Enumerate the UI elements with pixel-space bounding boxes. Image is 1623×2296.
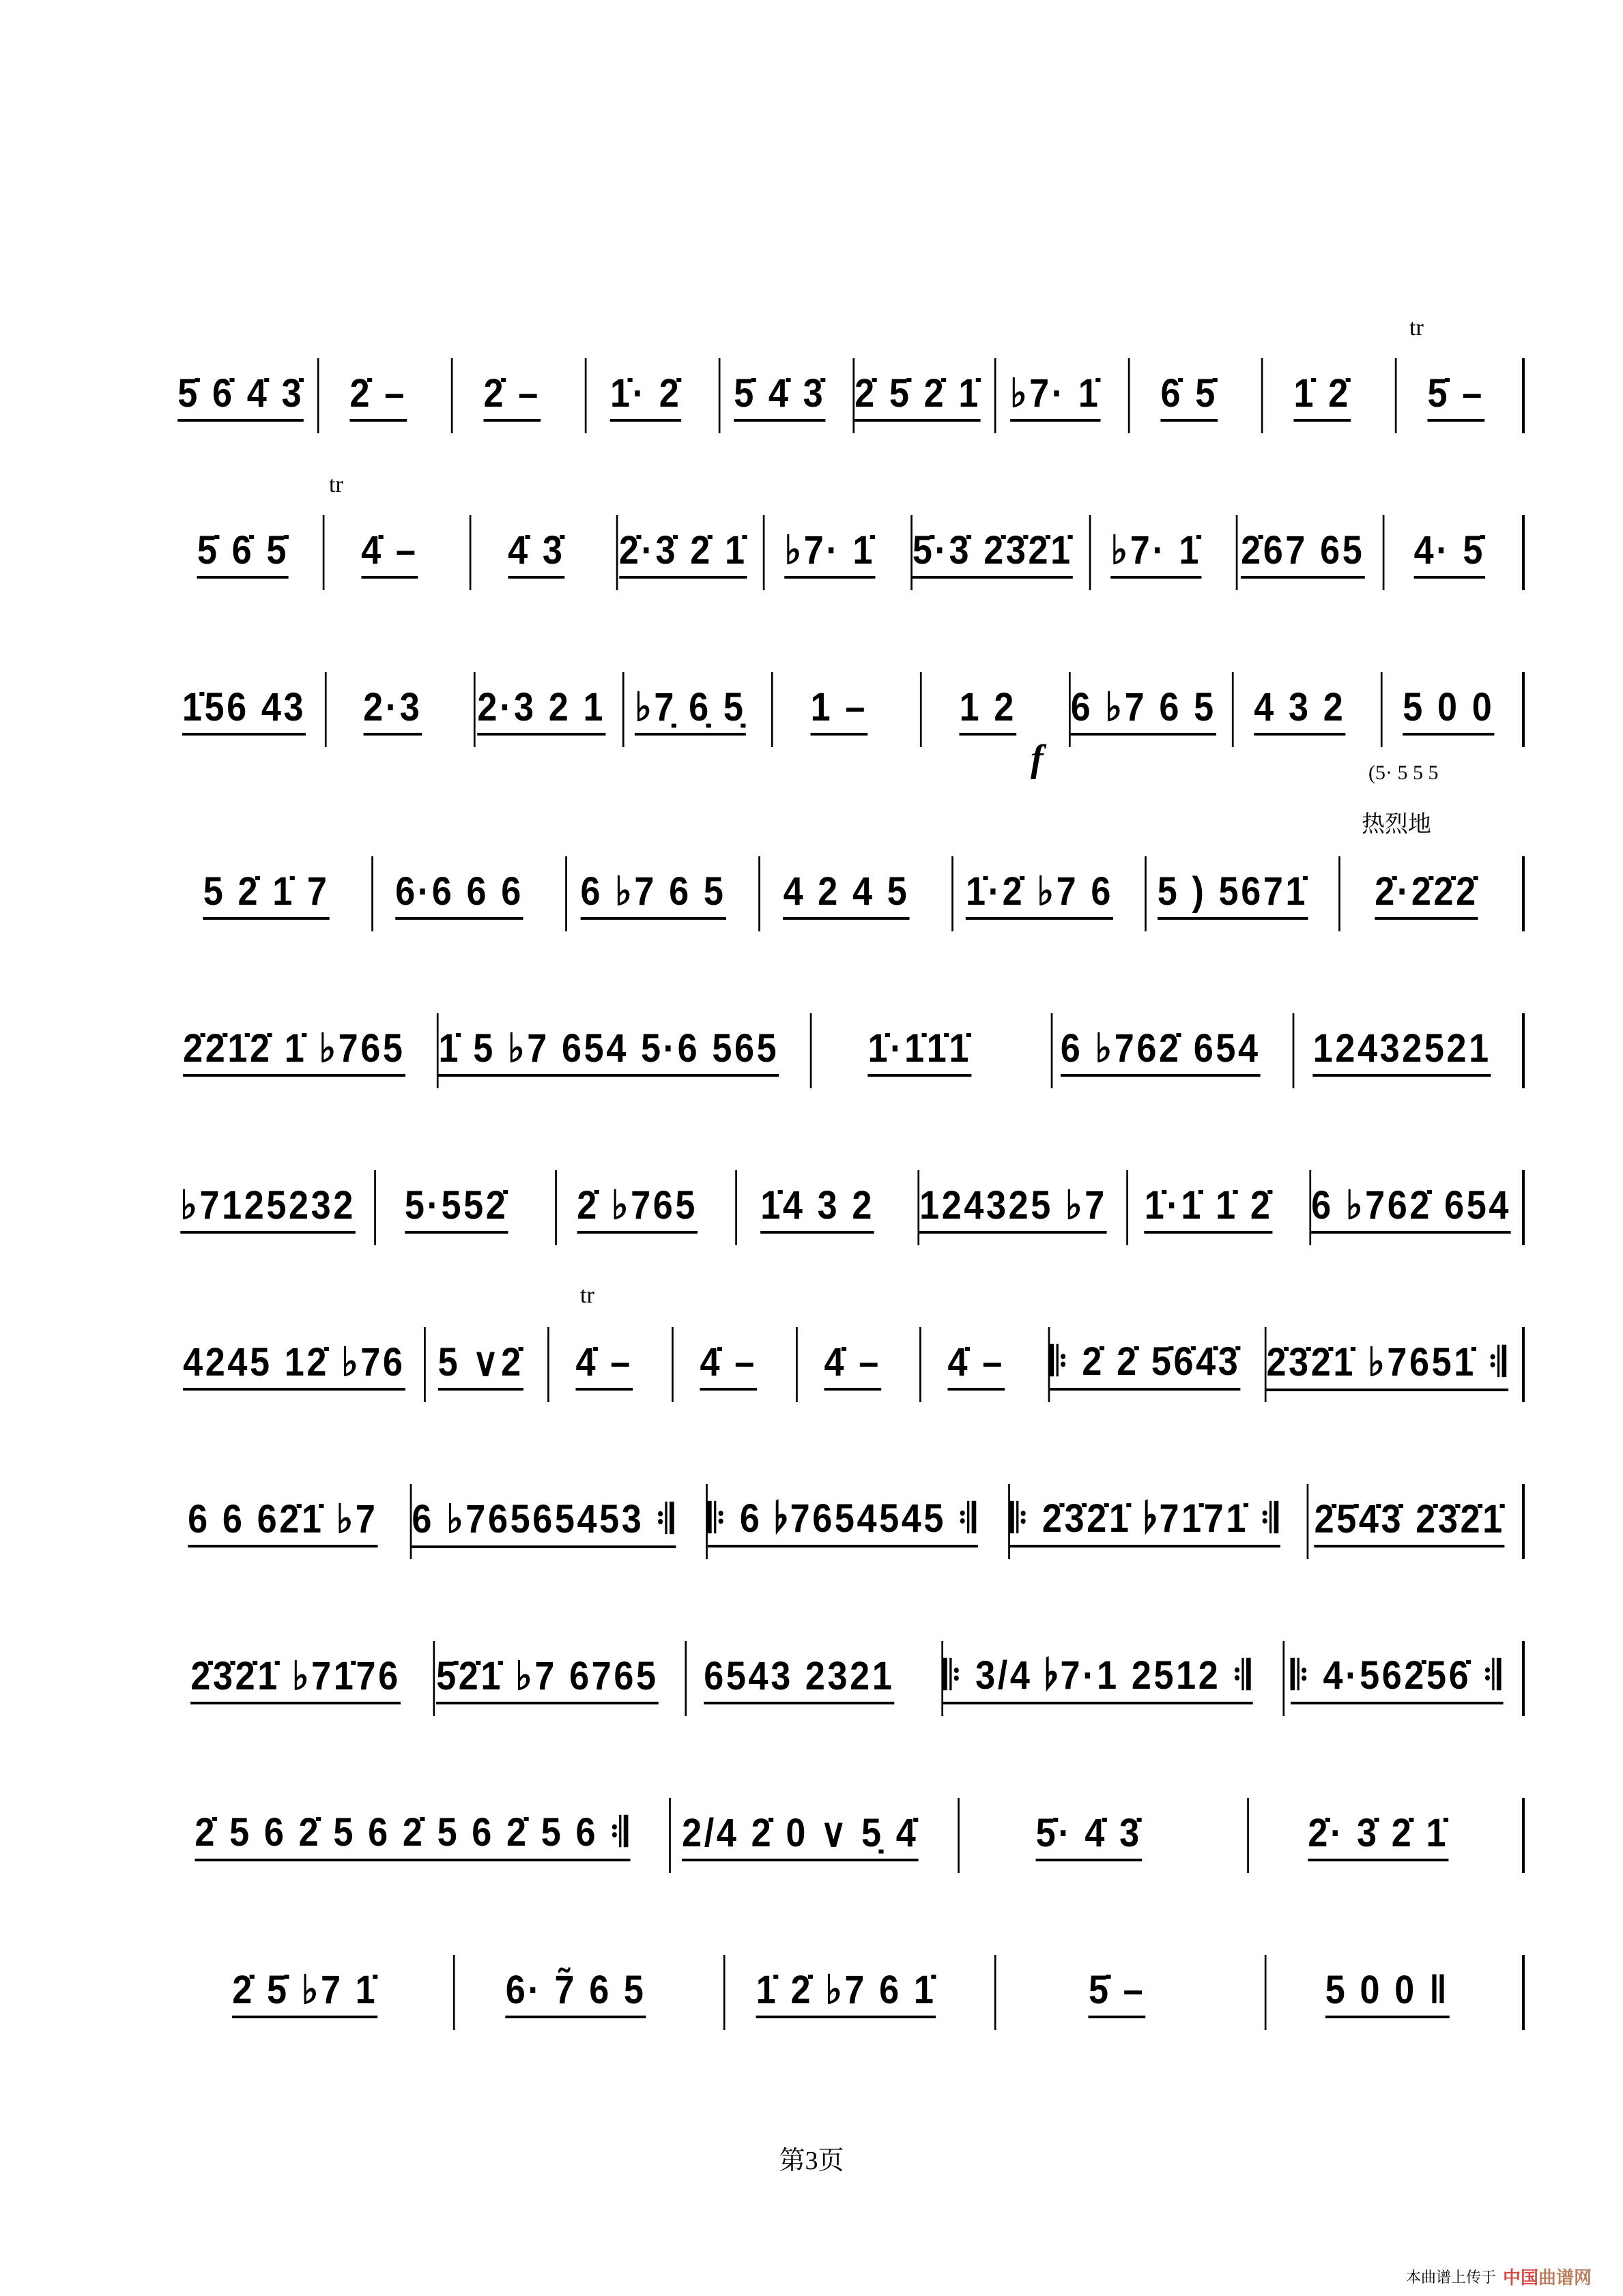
measure-notes: 4245 12̇ ♭76: [183, 1339, 405, 1391]
measure-notes: ♭7· 1̇: [1010, 370, 1101, 422]
staff-line: [171, 1170, 1525, 1245]
measure: [919, 1327, 1031, 1402]
measure: [325, 672, 459, 747]
measure-notes: 4 3 2: [1254, 684, 1345, 736]
measure: [1069, 672, 1216, 747]
measure-notes: 2/4 2̇ 0 ∨ 5̣ 4̇: [682, 1810, 918, 1861]
measure: [317, 358, 437, 433]
measure: [919, 672, 1053, 747]
measure-notes: 2̇5̇4̇3̇ 2̇3̇2̇1̇: [1315, 1496, 1505, 1547]
measure-notes: 4̇ –: [361, 527, 418, 579]
measure: [474, 672, 607, 747]
measure-notes: 6 ♭7 6 5: [1071, 684, 1216, 736]
measure: [672, 1327, 784, 1402]
measure-notes: 6̇ 5̇: [1160, 370, 1217, 422]
measure: [565, 856, 739, 931]
measure-notes: 2̇ –: [484, 370, 541, 422]
measure: [195, 1798, 630, 1873]
measure-notes: 5 0 0 ‖: [1325, 1967, 1450, 2018]
measure: [951, 856, 1125, 931]
measure-notes: 124325 ♭7: [919, 1182, 1107, 1234]
measure-notes: 2̇· 3̇ 2̇ 1̇: [1308, 1810, 1449, 1861]
measure-notes: 4̇ –: [576, 1339, 633, 1391]
measure-notes: 5 ∨2̇: [437, 1339, 523, 1391]
measure-notes: 6 6 62̇1̇ ♭7: [188, 1496, 377, 1547]
measure-notes: 4̇ –: [948, 1339, 1005, 1391]
measure-notes: 2̇·3̇ 2̇ 1̇: [619, 527, 747, 579]
measure: [796, 1327, 908, 1402]
measure-notes: 2̇ 5̇ ♭7 1̇: [232, 1966, 377, 2018]
measure-notes: 4· 5̇: [1414, 527, 1485, 579]
measure: [994, 1955, 1238, 2030]
measure: [555, 1170, 717, 1245]
measure: [183, 1641, 407, 1716]
measure: [1265, 1955, 1508, 2030]
measure: [183, 1013, 405, 1088]
measure-notes: 1̇ 2̇ ♭7 6 1̇: [756, 1966, 936, 2018]
measure: [585, 358, 705, 433]
measure-notes: 1̇56 43: [182, 684, 306, 736]
measure: [809, 1013, 1026, 1088]
measure: [1048, 1327, 1241, 1402]
staff-line: [171, 1955, 1525, 2030]
measure: [1236, 515, 1368, 590]
measure-notes: 4̇ 3̇: [508, 527, 564, 579]
measure-notes: 5̇ –: [1428, 370, 1484, 422]
staff-line: [171, 672, 1525, 747]
measure: [371, 856, 545, 931]
measure: [1265, 1327, 1508, 1402]
staff-line: [171, 358, 1525, 433]
measure: [1282, 1641, 1509, 1716]
measure: [183, 1327, 405, 1402]
measure: [1008, 1484, 1280, 1559]
measure: [622, 672, 756, 747]
measure: [723, 1955, 967, 2030]
staff-line: [171, 1013, 1525, 1088]
measure: [1145, 856, 1319, 931]
trill-mark: tr: [580, 1283, 594, 1308]
measure: [994, 358, 1115, 433]
measure: [1383, 515, 1514, 590]
measure-notes: 1 –: [810, 684, 867, 736]
measure-notes: 1̇4 3 2: [761, 1182, 875, 1234]
measure: [771, 672, 905, 747]
measure-notes: 4 2 4 5: [783, 869, 909, 920]
measure: [469, 515, 601, 590]
measure-notes: 5̇ 6̇ 5̇: [197, 527, 289, 579]
measure: [917, 1170, 1106, 1245]
measure-notes: 2̇ ♭765: [577, 1182, 698, 1234]
logo-part: 中国: [1503, 2267, 1539, 2288]
measure-notes: 12432521: [1313, 1026, 1491, 1077]
measure-notes: 𝄆 2̇ 2̇ 5̇6̇4̇3̇: [1050, 1339, 1240, 1391]
measure: [178, 672, 310, 747]
measure: [436, 1013, 778, 1088]
measure-notes: 2̇ 5 6 2̇ 5 6 2̇ 5 6 2̇ 5 6 𝄇: [195, 1810, 630, 1861]
measure-notes: 1̇·1̇1̇1̇: [867, 1026, 971, 1077]
measure-notes: 4̇ –: [700, 1339, 757, 1391]
measure-notes: 2·3: [363, 684, 422, 736]
measure-notes: 1̇· 2̇: [610, 370, 681, 422]
measure: [1051, 1013, 1268, 1088]
trill-mark: tr: [329, 472, 343, 497]
measure-notes: 1̇ 2̇: [1294, 370, 1351, 422]
measure: [451, 358, 571, 433]
measure: [762, 515, 894, 590]
measure: [1128, 358, 1248, 433]
measure: [374, 1170, 536, 1245]
measure: [180, 856, 352, 931]
measure: [177, 358, 304, 433]
measure: [1126, 1170, 1289, 1245]
measure-notes: 2̇3̇2̇1̇ ♭71̇76: [190, 1653, 400, 1704]
measure: [1089, 515, 1221, 590]
staff-line: [171, 856, 1525, 931]
measure: [669, 1798, 929, 1873]
measure-notes: 5̇· 4̇ 3̇: [1036, 1810, 1142, 1861]
measure: [1293, 1013, 1510, 1088]
staff-line: [171, 1641, 1525, 1716]
measure: [547, 1327, 659, 1402]
measure-notes: 6 ♭762̇ 654: [1311, 1182, 1511, 1234]
measure-notes: 2·3 2 1: [477, 684, 605, 736]
measure: [852, 358, 981, 433]
measure: [1261, 358, 1381, 433]
measure-notes: 2̇ –: [350, 370, 407, 422]
measure-notes: ♭7· 1̇: [784, 527, 875, 579]
measure: [410, 1484, 676, 1559]
measure: [180, 1170, 356, 1245]
page-number: 第3页: [779, 2147, 844, 2175]
measure-notes: 𝄆 6 ♭7654545 𝄇: [708, 1496, 978, 1547]
staff-line: [171, 1798, 1525, 1873]
measure-notes: 5̇ 6̇ 4̇ 3̇: [177, 370, 304, 422]
measure: [323, 515, 455, 590]
dynamic-forte: f: [1031, 738, 1044, 780]
measure-notes: 5̇·3̇ 2̇3̇2̇1̇: [913, 527, 1073, 579]
measure-notes: 6 ♭762̇ 654: [1061, 1025, 1261, 1077]
measure-notes: 𝄆 2̇3̇2̇1̇ ♭71̇71̇ 𝄇: [1010, 1496, 1280, 1547]
measure-notes: 5̇2̇1̇ ♭7 6765: [436, 1653, 658, 1704]
measure-notes: 5·552̇: [405, 1182, 508, 1234]
measure-notes: ♭7̣ 6̣ 5̣: [635, 684, 745, 736]
trill-mark: tr: [1409, 315, 1424, 340]
measure-notes: 1̇ 5 ♭7 654 5·6 565: [438, 1025, 779, 1077]
measure: [706, 1484, 978, 1559]
measure-notes: 6 ♭7 6 5: [580, 868, 726, 920]
measure: [911, 515, 1074, 590]
measure-notes: 5 0 0: [1403, 684, 1494, 736]
footer-text: 本曲谱上传于: [1406, 2269, 1497, 2286]
measure: [184, 1955, 426, 2030]
staff-line: [171, 1327, 1525, 1402]
measure-notes: 2̇2̇1̇2̇ 1̇ ♭765: [183, 1025, 405, 1077]
measure-notes: 2̇3̇2̇1̇ ♭7651̇ 𝄇: [1267, 1339, 1508, 1391]
measure: [719, 358, 839, 433]
logo-part: 曲谱网: [1538, 2267, 1592, 2288]
measure-notes: 5 ) 5671̇: [1158, 869, 1308, 920]
footer: [1406, 2264, 1592, 2289]
measure: [958, 1798, 1218, 1873]
measure-notes: 𝄆 4·562̇56̇ 𝄇: [1291, 1653, 1503, 1704]
measure: [424, 1327, 536, 1402]
measure-notes: 2̇·2̇2̇2̇: [1375, 869, 1478, 920]
measure-notes: 5 2̇ 1̇ 7: [203, 869, 330, 920]
staff-line: [171, 1484, 1525, 1559]
measure: [1309, 1170, 1511, 1245]
measure-notes: 1 2: [959, 684, 1016, 736]
measure-notes: 2̇ 5̇ 2̇ 1̇: [854, 370, 981, 422]
measure-notes: 1̇·2̇ ♭7 6: [966, 868, 1113, 920]
measure-notes: 4̇ –: [824, 1339, 880, 1391]
staff-line: [171, 515, 1525, 590]
measure-notes: 𝄆 3/4 ♭7·1 2512 𝄇: [943, 1653, 1252, 1704]
measure: [1395, 358, 1515, 433]
measure: [1232, 672, 1366, 747]
measure: [616, 515, 747, 590]
measure-notes: 2̇67 65: [1241, 527, 1364, 579]
measure: [941, 1641, 1252, 1716]
intro-notes: (5· 5 5 5: [1368, 761, 1439, 784]
measure: [1307, 1484, 1510, 1559]
measure: [433, 1641, 659, 1716]
measure-notes: 6·6 6 6: [395, 869, 523, 920]
measure-notes: 6· 7̃ 6 5: [505, 1967, 646, 2018]
measure-notes: 5̇ –: [1089, 1967, 1145, 2018]
measure: [1338, 856, 1512, 931]
measure: [758, 856, 932, 931]
measure: [735, 1170, 897, 1245]
measure: [182, 1484, 384, 1559]
measure-notes: 6543 2321: [704, 1653, 894, 1704]
measure: [685, 1641, 912, 1716]
measure: [453, 1955, 696, 2030]
measure-notes: 6 ♭76565453 𝄇: [412, 1496, 676, 1548]
measure-notes: 5̇ 4̇ 3̇: [734, 370, 825, 422]
measure-notes: ♭7· 1̇: [1111, 527, 1202, 579]
expression-mark: 热烈地: [1362, 812, 1431, 837]
measure: [1247, 1798, 1507, 1873]
measure: [178, 515, 308, 590]
measure-notes: 1̇·1̇ 1̇ 2̇: [1145, 1182, 1273, 1234]
measure: [1381, 672, 1514, 747]
measure-notes: ♭7125232: [180, 1182, 356, 1234]
site-logo[interactable]: [1503, 2264, 1592, 2289]
